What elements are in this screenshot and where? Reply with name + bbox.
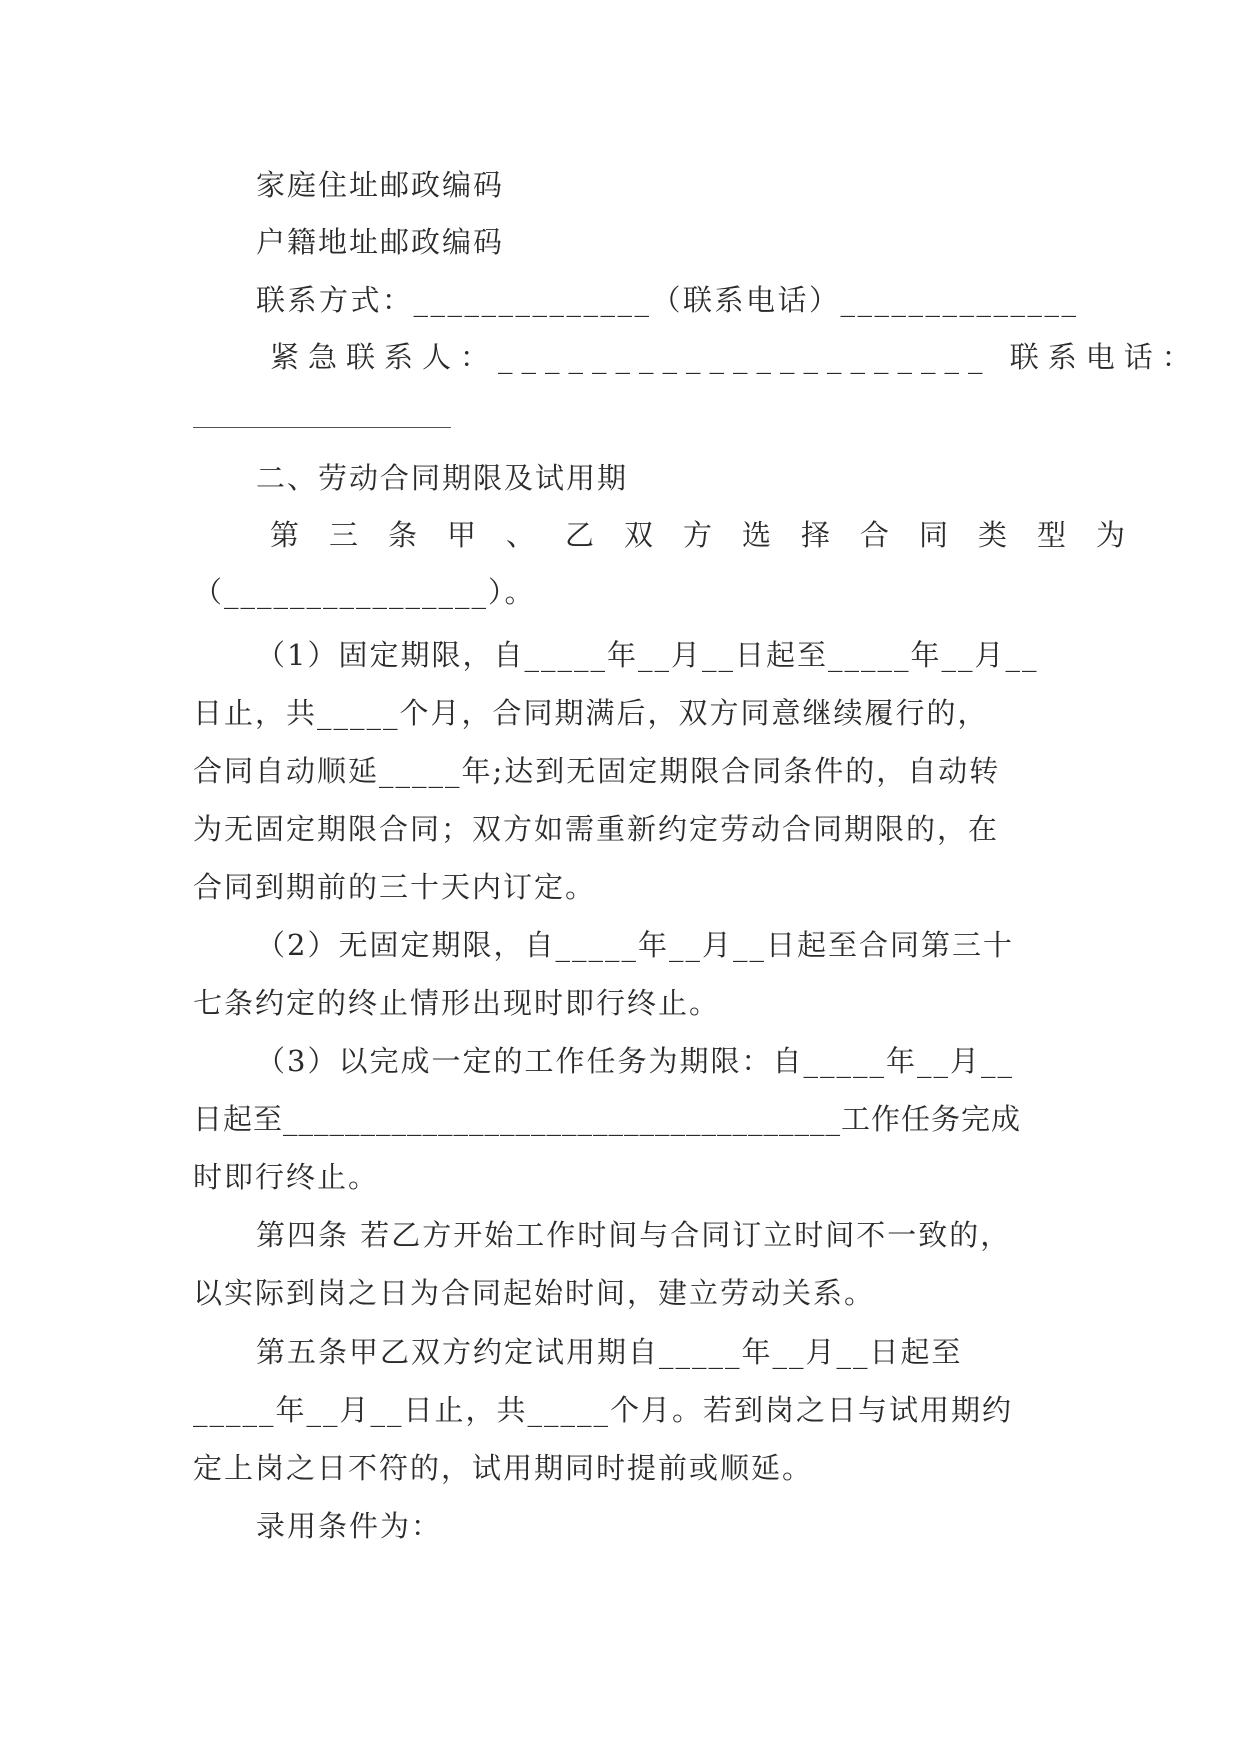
fixed-term-line-2: 日止，共_____个月，合同期满后，双方同意继续履行的，	[193, 696, 989, 730]
open-ended-term-line-2: 七条约定的终止情形出现时即行终止。	[193, 986, 721, 1020]
article-5-line-2: _____年__月__日止，共_____个月。若到岗之日与试用期约	[193, 1393, 1014, 1427]
task-term-line-1: （3）以完成一定的工作任务为期限：自_____年__月__	[256, 1044, 1014, 1078]
article-5-line-3: 定上岗之日不符的，试用期同时提前或顺延。	[193, 1451, 814, 1485]
task-term-line-3: 时即行终止。	[193, 1160, 380, 1194]
open-ended-term-line-1: （2）无固定期限，自_____年__月__日起至合同第三十	[256, 928, 1014, 962]
fixed-term-line-5: 合同到期前的三十天内订定。	[193, 870, 597, 904]
contact-info-line: 联系方式：______________（联系电话）______________	[256, 283, 1079, 317]
fixed-term-line-4: 为无固定期限合同；双方如需重新约定劳动合同期限的，在	[193, 812, 1000, 846]
article-4-line-1: 第四条 若乙方开始工作时间与合同订立时间不一致的，	[256, 1218, 1012, 1252]
article-3-line: 第三条甲、乙双方选择合同类型为	[270, 518, 1156, 552]
task-term-line-2: 日起至____________________________________工作任务完成	[193, 1102, 1022, 1136]
registered-address-postcode-line: 户籍地址邮政编码	[256, 225, 505, 259]
section-heading-term-probation: 二、劳动合同期限及试用期	[256, 461, 629, 495]
hiring-conditions-line: 录用条件为：	[256, 1509, 443, 1543]
emergency-phone-blank	[193, 427, 451, 428]
fixed-term-line-3: 合同自动顺延_____年;达到无固定期限合同条件的，自动转	[193, 754, 1001, 788]
home-address-postcode-line: 家庭住址邮政编码	[256, 168, 505, 202]
emergency-contact-line: 紧急联系人：_____________________ 联系电话：	[270, 340, 1200, 374]
article-4-line-2: 以实际到岗之日为合同起始时间，建立劳动关系。	[193, 1276, 876, 1310]
fixed-term-line-1: （1）固定期限，自_____年__月__日起至_____年__月__	[256, 638, 1039, 672]
article-5-line-1: 第五条甲乙双方约定试用期自_____年__月__日起至	[256, 1335, 963, 1369]
contract-type-blank-line: （________________）。	[193, 575, 536, 609]
